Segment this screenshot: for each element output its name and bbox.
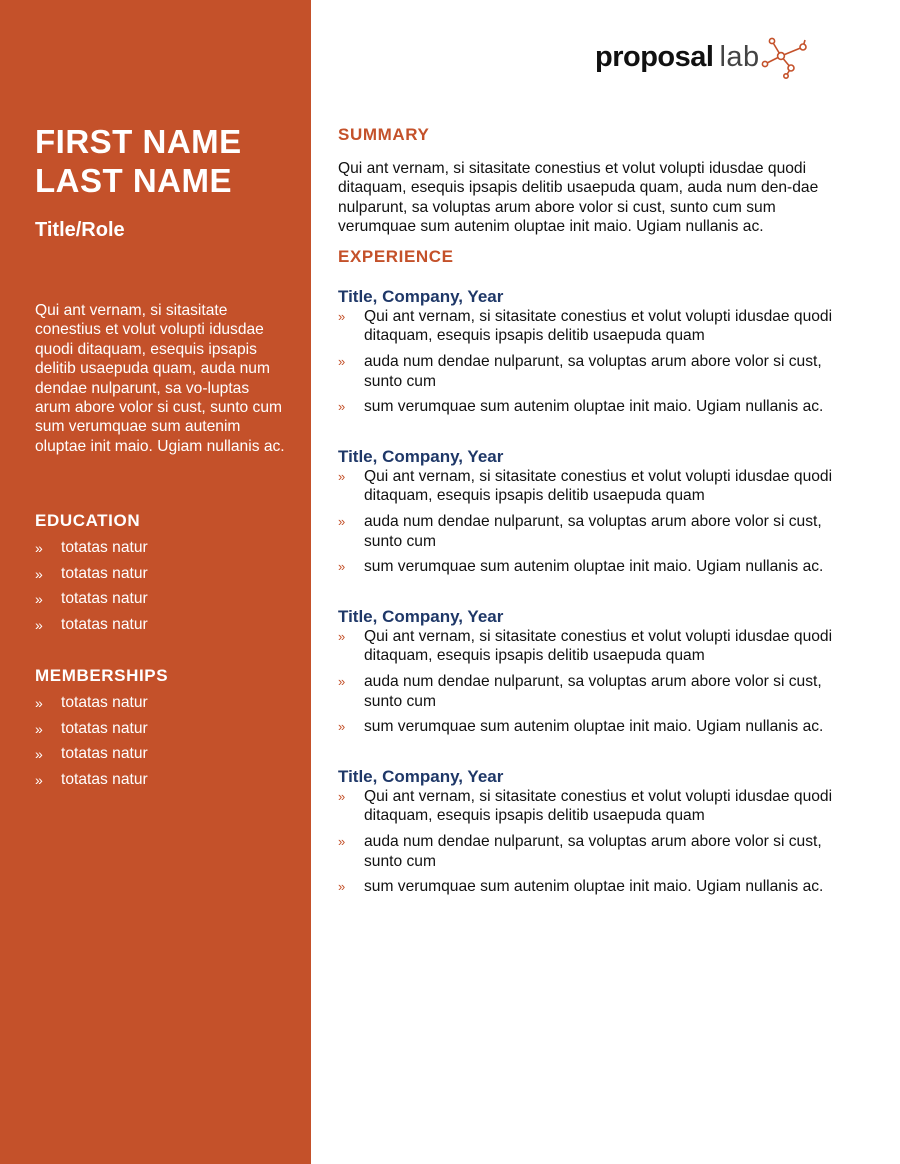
chevron-bullet-icon: » bbox=[338, 399, 346, 415]
job-bullet: » Qui ant vernam, si sitasitate conestius et volut volupti idusdae quodi ditaquam, esequis ipsapis delitib usaepuda quam bbox=[338, 468, 833, 505]
chevron-bullet-icon: » bbox=[35, 720, 43, 737]
chevron-bullet-icon: » bbox=[338, 674, 346, 690]
job-bullet: » sum verumquae sum autenim oluptae init maio. Ugiam nullanis ac. bbox=[338, 558, 824, 576]
education-item: » totatas natur bbox=[35, 538, 148, 564]
chevron-bullet-icon: » bbox=[35, 746, 43, 763]
job-bullet: » sum verumquae sum autenim oluptae init maio. Ugiam nullanis ac. bbox=[338, 718, 824, 736]
chevron-bullet-icon: » bbox=[338, 469, 346, 484]
chevron-bullet-icon: » bbox=[338, 629, 346, 644]
job-title: Title, Company, Year bbox=[338, 607, 504, 626]
job-bullet: » auda num dendae nulparunt, sa voluptas arum abore volor si cust, sunto cum bbox=[338, 833, 822, 870]
title-role: Title/Role bbox=[35, 219, 125, 241]
proposal-lab-logo bbox=[595, 34, 809, 80]
first-name: FIRST NAME bbox=[35, 123, 242, 160]
job-bullet: » Qui ant vernam, si sitasitate conestius et volut volupti idusdae quodi ditaquam, esequis ipsapis delitib usaepuda quam bbox=[338, 628, 833, 665]
chevron-bullet-icon: » bbox=[338, 834, 346, 850]
memberships-heading: MEMBERSHIPS bbox=[35, 666, 169, 685]
chevron-bullet-icon: » bbox=[35, 772, 43, 789]
job-bullets bbox=[338, 627, 833, 737]
education-heading: EDUCATION bbox=[35, 511, 141, 530]
job-bullets bbox=[338, 307, 833, 417]
education-list bbox=[35, 538, 148, 641]
chevron-bullet-icon: » bbox=[338, 719, 346, 735]
membership-item: » totatas natur bbox=[35, 770, 148, 796]
experience-heading: EXPERIENCE bbox=[338, 247, 454, 266]
membership-item: » totatas natur bbox=[35, 744, 148, 770]
experience-entry bbox=[338, 287, 833, 423]
job-bullet: » auda num dendae nulparunt, sa voluptas arum abore volor si cust, sunto cum bbox=[338, 353, 822, 390]
experience-entry bbox=[338, 607, 833, 743]
job-title: Title, Company, Year bbox=[338, 447, 504, 466]
chevron-bullet-icon: » bbox=[35, 540, 43, 556]
chevron-bullet-icon: » bbox=[35, 617, 43, 634]
chevron-bullet-icon: » bbox=[338, 789, 346, 804]
summary-text: Qui ant vernam, si sitasitate conestius et volut volupti idusdae quodi ditaquam, esequis ipsapis delitib usaepuda quam, auda num den-dae nulparunt, sa voluptas arum abore volor si cust, sunto cum sum verumquae sum autenim oluptae init maio. Ugiam nullanis ac. bbox=[338, 160, 819, 236]
education-item: » totatas natur bbox=[35, 589, 148, 615]
job-bullets bbox=[338, 467, 833, 577]
memberships-list bbox=[35, 693, 148, 796]
experience-entry bbox=[338, 447, 833, 583]
chevron-bullet-icon: » bbox=[35, 695, 43, 711]
membership-item: » totatas natur bbox=[35, 693, 148, 719]
sidebar bbox=[0, 0, 311, 1164]
logo-wordmark-light: lab bbox=[719, 40, 760, 73]
education-item: » totatas natur bbox=[35, 615, 148, 641]
chevron-bullet-icon: » bbox=[35, 565, 43, 582]
job-bullets bbox=[338, 787, 833, 897]
about-text: Qui ant vernam, si sitasitate conestius et volut volupti idusdae quodi ditaquam, esequis ipsapis delitib usaepuda quam, auda num dendae nulparunt, sa vo-luptas arum abore volor si cust, sunto cum sum verumquae sum autenim oluptae init maio. Ugiam nullanis ac. bbox=[35, 302, 285, 455]
job-title: Title, Company, Year bbox=[338, 287, 504, 306]
job-bullet: » sum verumquae sum autenim oluptae init maio. Ugiam nullanis ac. bbox=[338, 878, 824, 896]
summary-heading: SUMMARY bbox=[338, 125, 430, 144]
job-bullet: » Qui ant vernam, si sitasitate conestius et volut volupti idusdae quodi ditaquam, esequis ipsapis delitib usaepuda quam bbox=[338, 788, 833, 825]
chevron-bullet-icon: » bbox=[338, 354, 346, 370]
chevron-bullet-icon: » bbox=[35, 591, 43, 608]
logo-wordmark-bold: proposal bbox=[595, 40, 714, 73]
job-title: Title, Company, Year bbox=[338, 767, 504, 786]
last-name: LAST NAME bbox=[35, 162, 232, 199]
molecule-icon bbox=[761, 34, 809, 80]
chevron-bullet-icon: » bbox=[338, 514, 346, 530]
chevron-bullet-icon: » bbox=[338, 309, 346, 324]
job-bullet: » sum verumquae sum autenim oluptae init maio. Ugiam nullanis ac. bbox=[338, 398, 824, 416]
job-bullet: » auda num dendae nulparunt, sa voluptas arum abore volor si cust, sunto cum bbox=[338, 673, 822, 710]
full-name bbox=[35, 122, 242, 200]
education-item: » totatas natur bbox=[35, 564, 148, 590]
job-bullet: » auda num dendae nulparunt, sa voluptas arum abore volor si cust, sunto cum bbox=[338, 513, 822, 550]
membership-item: » totatas natur bbox=[35, 719, 148, 745]
experience-entry bbox=[338, 767, 833, 903]
chevron-bullet-icon: » bbox=[338, 559, 346, 575]
job-bullet: » Qui ant vernam, si sitasitate conestius et volut volupti idusdae quodi ditaquam, esequis ipsapis delitib usaepuda quam bbox=[338, 308, 833, 345]
chevron-bullet-icon: » bbox=[338, 879, 346, 895]
